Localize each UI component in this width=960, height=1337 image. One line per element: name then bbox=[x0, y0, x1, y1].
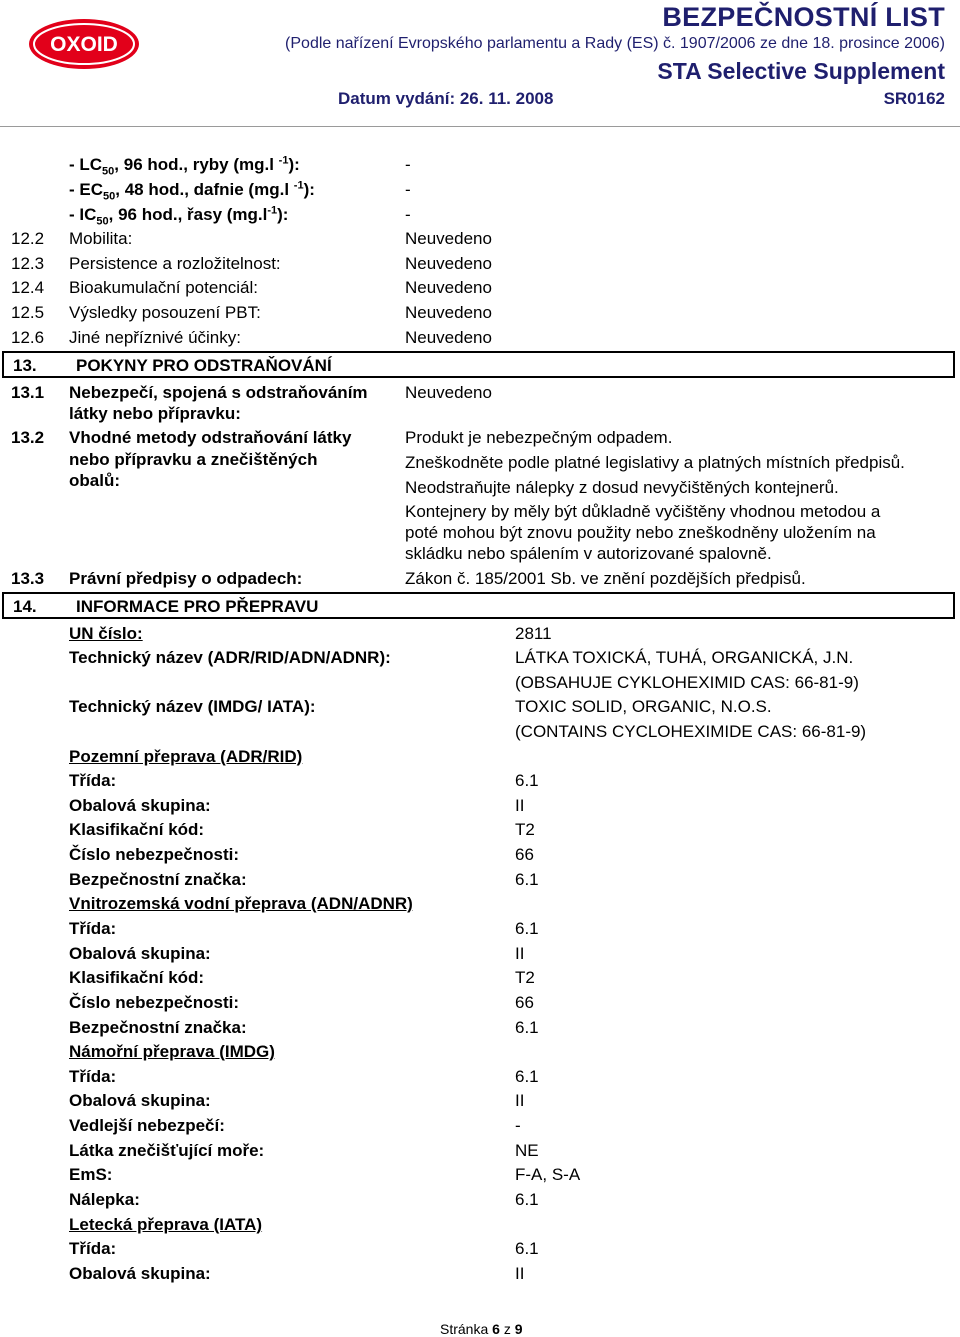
row-value: 66 bbox=[515, 845, 534, 864]
regulation-subtitle: (Podle nařízení Evropského parlamentu a Rady (ES) č. 1907/2006 ze dne 18. prosince 2006) bbox=[285, 35, 945, 52]
header-divider bbox=[0, 126, 960, 127]
row-value: 6.1 bbox=[515, 1067, 539, 1086]
item-value: Produkt je nebezpečným odpadem. bbox=[405, 428, 673, 447]
tox-row: - $IC_{50}$, 96 hod., řasy $(mg.l^{-1})$: bbox=[69, 204, 289, 228]
row-label: Třída: bbox=[69, 1239, 117, 1258]
item-label: látky nebo přípravku: bbox=[69, 404, 241, 423]
item-value: Neuvedeno bbox=[405, 278, 492, 297]
item-number: 13.3 bbox=[11, 569, 45, 588]
row-label: Číslo nebezpečnosti: bbox=[69, 845, 240, 864]
item-number: 12.4 bbox=[11, 278, 45, 297]
product-name: STA Selective Supplement bbox=[657, 58, 945, 84]
row-label: Obalová skupina: bbox=[69, 1091, 211, 1110]
row-value: 6.1 bbox=[515, 919, 539, 938]
item-value: Neuvedeno bbox=[405, 328, 492, 347]
technical-name-imdg-label: Technický název (IMDG/ IATA): bbox=[69, 697, 316, 716]
item-value: Neuvedeno bbox=[405, 229, 492, 248]
un-number-label: UN číslo: bbox=[69, 624, 143, 643]
item-number: 13.1 bbox=[11, 383, 45, 402]
row-label: Třída: bbox=[69, 771, 117, 790]
row-value: II bbox=[515, 1091, 525, 1110]
tox-value: - bbox=[405, 205, 411, 224]
row-label: Obalová skupina: bbox=[69, 1264, 211, 1283]
issue-date: Datum vydání: 26. 11. 2008 bbox=[338, 89, 554, 108]
tox-row: - $EC_{50}$, 48 hod., dafnie (mg.l $^{-1}$): bbox=[69, 179, 315, 203]
item-label: nebo přípravku a znečištěných bbox=[69, 450, 318, 469]
row-label: Obalová skupina: bbox=[69, 796, 211, 815]
item-value: skládku nebo spálením v autorizované spalovně. bbox=[405, 544, 772, 563]
item-number: 12.2 bbox=[11, 229, 45, 248]
row-label: EmS: bbox=[69, 1165, 113, 1184]
row-label: Nálepka: bbox=[69, 1190, 140, 1209]
row-value: 6.1 bbox=[515, 1018, 539, 1037]
row-label: Číslo nebezpečnosti: bbox=[69, 993, 240, 1012]
row-label: Bezpečnostní značka: bbox=[69, 1018, 247, 1037]
section-13-header bbox=[2, 351, 955, 378]
item-value: poté mohou být znovu použity nebo zneškodněny uložením na bbox=[405, 523, 876, 542]
row-label: Bezpečnostní značka: bbox=[69, 870, 247, 889]
tox-row: - $LC_{50}$, 96 hod., ryby (mg.l $^{-1}$): bbox=[69, 154, 300, 178]
technical-name-imdg-value: TOXIC SOLID, ORGANIC, N.O.S. bbox=[515, 697, 772, 716]
row-value: 6.1 bbox=[515, 771, 539, 790]
item-value: Neuvedeno bbox=[405, 383, 492, 402]
item-number: 13.2 bbox=[11, 428, 45, 447]
row-value: T2 bbox=[515, 968, 535, 987]
item-label: Mobilita: bbox=[69, 229, 133, 248]
un-number-value: 2811 bbox=[515, 624, 552, 643]
section-14-header bbox=[2, 592, 955, 619]
row-label: Klasifikační kód: bbox=[69, 968, 205, 987]
document-title: BEZPEČNOSTNÍ LIST bbox=[662, 2, 945, 32]
tox-value: - bbox=[405, 180, 411, 199]
subsection-title-adr: Pozemní přeprava (ADR/RID) bbox=[69, 747, 303, 766]
item-number: 12.6 bbox=[11, 328, 45, 347]
technical-name-imdg-value: (CONTAINS CYCLOHEXIMIDE CAS: 66-81-9) bbox=[515, 722, 867, 741]
tox-value: - bbox=[405, 155, 411, 174]
row-label: Třída: bbox=[69, 919, 117, 938]
row-value: NE bbox=[515, 1141, 539, 1160]
item-number: 12.3 bbox=[11, 254, 45, 273]
subsection-title-iata: Letecká přeprava (IATA) bbox=[69, 1215, 263, 1234]
item-label: Vhodné metody odstraňování látky bbox=[69, 428, 352, 447]
technical-name-adr-value: LÁTKA TOXICKÁ, TUHÁ, ORGANICKÁ, J.N. bbox=[515, 648, 854, 667]
section-title: POKYNY PRO ODSTRAŇOVÁNÍ bbox=[76, 356, 332, 375]
section-title: INFORMACE PRO PŘEPRAVU bbox=[76, 597, 319, 616]
row-value: II bbox=[515, 1264, 525, 1283]
row-value: 6.1 bbox=[515, 1190, 539, 1209]
item-number: 12.5 bbox=[11, 303, 45, 322]
item-label: Persistence a rozložitelnost: bbox=[69, 254, 281, 273]
item-value: Kontejnery by měly být důkladně vyčištěny vhodnou metodou a bbox=[405, 502, 881, 521]
row-label: Vedlejší nebezpečí: bbox=[69, 1116, 225, 1135]
row-value: 66 bbox=[515, 993, 534, 1012]
item-label: Jiné nepříznivé účinky: bbox=[69, 328, 241, 347]
row-label: Klasifikační kód: bbox=[69, 820, 205, 839]
row-label: Obalová skupina: bbox=[69, 944, 211, 963]
item-label: Bioakumulační potenciál: bbox=[69, 278, 259, 297]
row-label: Látka znečišťující moře: bbox=[69, 1141, 265, 1160]
logo-text: OXOID bbox=[50, 33, 118, 56]
oxoid-logo bbox=[28, 18, 140, 70]
row-value: II bbox=[515, 944, 525, 963]
page-number: Stránka 6 z 9 bbox=[440, 1321, 523, 1337]
item-value: Neuvedeno bbox=[405, 254, 492, 273]
item-value: Zneškodněte podle platné legislativy a platných místních předpisů. bbox=[405, 453, 905, 472]
section-number: 14. bbox=[13, 597, 37, 616]
row-value: F-A, S-A bbox=[515, 1165, 581, 1184]
row-label: Třída: bbox=[69, 1067, 117, 1086]
item-value: Neodstraňujte nálepky z dosud nevyčištěných kontejnerů. bbox=[405, 478, 839, 497]
subsection-title-adn: Vnitrozemská vodní přeprava (ADN/ADNR) bbox=[69, 894, 413, 913]
technical-name-adr-label: Technický název (ADR/RID/ADN/ADNR): bbox=[69, 648, 391, 667]
product-code: SR0162 bbox=[883, 89, 945, 108]
row-value: 6.1 bbox=[515, 1239, 539, 1258]
section-number: 13. bbox=[13, 356, 37, 375]
item-label: Právní předpisy o odpadech: bbox=[69, 569, 303, 588]
row-value: II bbox=[515, 796, 525, 815]
subsection-title-imdg: Námořní přeprava (IMDG) bbox=[69, 1042, 275, 1061]
item-label: Výsledky posouzení PBT: bbox=[69, 303, 261, 322]
row-value: 6.1 bbox=[515, 870, 539, 889]
row-value: T2 bbox=[515, 820, 535, 839]
item-label: Nebezpečí, spojená s odstraňováním bbox=[69, 383, 368, 402]
item-value: Neuvedeno bbox=[405, 303, 492, 322]
item-label: obalů: bbox=[69, 471, 120, 490]
technical-name-adr-value: (OBSAHUJE CYKLOHEXIMID CAS: 66-81-9) bbox=[515, 673, 859, 692]
item-value: Zákon č. 185/2001 Sb. ve znění pozdějších předpisů. bbox=[405, 569, 806, 588]
row-value: - bbox=[515, 1116, 521, 1135]
